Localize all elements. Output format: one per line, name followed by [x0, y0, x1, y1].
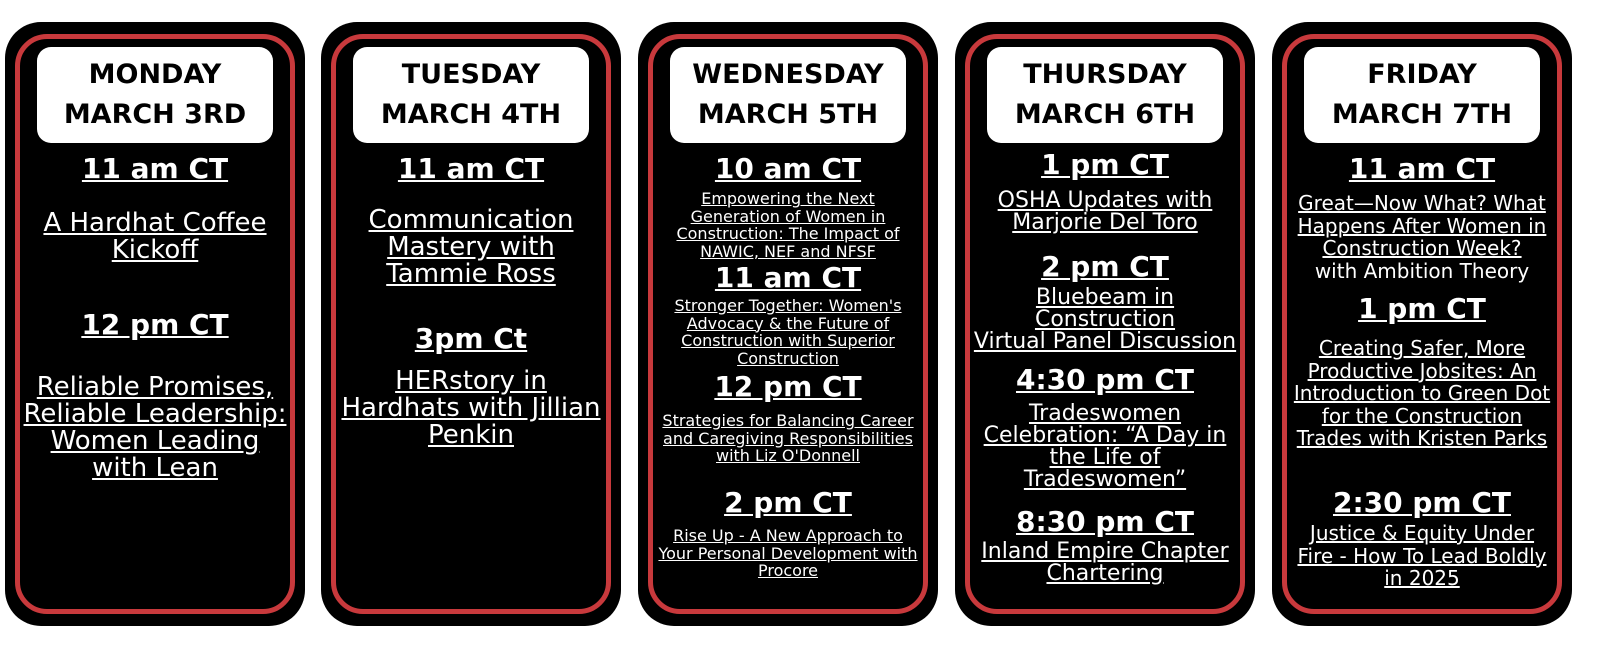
- event-title-link[interactable]: Tradeswomen Celebration: “A Day in the Life of Tradeswomen”: [983, 401, 1227, 492]
- day-date: MARCH 3RD: [63, 99, 247, 130]
- day-date: MARCH 7TH: [1331, 99, 1513, 130]
- event-title-link[interactable]: Empowering the Next Generation of Women in Construction: The Impact of NAWIC, NEF and NFSF: [676, 189, 900, 261]
- event-time[interactable]: 8:30 pm CT: [1015, 505, 1194, 538]
- day-name: TUESDAY: [401, 59, 541, 90]
- event-title-link[interactable]: A Hardhat Coffee Kickoff: [43, 208, 267, 265]
- event-title-link[interactable]: HERstory in Hardhats with Jillian Penkin: [341, 366, 601, 450]
- event-title-link[interactable]: Creating Safer, More Productive Jobsites: An Introduction to Green Dot for the Construction Trades with Kristen Parks: [1293, 336, 1551, 450]
- event-title-suffix: with Superior Construction: [737, 331, 895, 368]
- event-title-link[interactable]: Inland Empire Chapter Chartering: [981, 539, 1229, 586]
- event-title-link[interactable]: Rise Up - A New Approach to Your Personal Development with Procore: [658, 526, 918, 580]
- event-time[interactable]: 11 am CT: [1348, 152, 1496, 185]
- day-card-tuesday: [321, 22, 621, 626]
- day-name: FRIDAY: [1367, 59, 1477, 90]
- event-title[interactable]: [656, 297, 920, 367]
- event-time[interactable]: 2:30 pm CT: [1332, 486, 1511, 519]
- event-time[interactable]: 1 pm CT: [1358, 292, 1486, 325]
- day-card-monday: [5, 22, 305, 626]
- event-time[interactable]: 12 pm CT: [714, 370, 862, 403]
- event-time[interactable]: 2 pm CT: [724, 486, 852, 519]
- event-time[interactable]: 11 am CT: [81, 152, 229, 185]
- event-time[interactable]: 11 am CT: [397, 152, 545, 185]
- event-title-link[interactable]: Bluebeam in Construction: [1034, 285, 1176, 332]
- day-card-thursday: [955, 22, 1255, 626]
- event-title-link[interactable]: OSHA Updates with Marjorie Del Toro: [997, 188, 1213, 235]
- event-time[interactable]: 4:30 pm CT: [1015, 363, 1194, 396]
- day-header: [987, 47, 1223, 143]
- day-date: MARCH 4TH: [380, 99, 562, 130]
- event-title-link[interactable]: Great—Now What? What Happens After Women in Construction Week?: [1297, 191, 1547, 260]
- event-title-link[interactable]: Stronger Together: Women's Advocacy & the Future of Construction: [674, 296, 902, 350]
- day-name: THURSDAY: [1023, 59, 1187, 90]
- day-header: [670, 47, 906, 143]
- event-title-link[interactable]: Communication Mastery with Tammie Ross: [368, 205, 574, 289]
- event-time[interactable]: 1 pm CT: [1041, 148, 1169, 181]
- day-card-friday: [1272, 22, 1572, 626]
- event-title-link[interactable]: Justice & Equity Under Fire - How To Lead Boldly in 2025: [1297, 521, 1547, 590]
- event-title[interactable]: [1290, 192, 1554, 282]
- day-card-wednesday: [638, 22, 938, 626]
- day-date: MARCH 5TH: [697, 99, 879, 130]
- day-header: [1304, 47, 1540, 143]
- event-title[interactable]: [973, 287, 1237, 353]
- event-title-link[interactable]: Strategies for Balancing Career and Caregiving Responsibilities with Liz O'Donnell: [662, 411, 914, 465]
- event-time[interactable]: 11 am CT: [714, 261, 862, 294]
- day-date: MARCH 6TH: [1014, 99, 1196, 130]
- event-time[interactable]: 2 pm CT: [1041, 250, 1169, 283]
- day-header: [37, 47, 273, 143]
- event-title-suffix: with Ambition Theory: [1314, 258, 1530, 283]
- event-title-line2[interactable]: Virtual Panel Discussion: [973, 329, 1237, 354]
- event-time[interactable]: 12 pm CT: [81, 308, 229, 341]
- event-time[interactable]: 3pm Ct: [414, 322, 528, 355]
- event-time[interactable]: 10 am CT: [714, 152, 862, 185]
- day-name: WEDNESDAY: [692, 59, 884, 90]
- event-title-link[interactable]: Reliable Promises, Reliable Leadership: Women Leading with Lean: [23, 372, 287, 483]
- day-header: [353, 47, 589, 143]
- day-name: MONDAY: [88, 59, 222, 90]
